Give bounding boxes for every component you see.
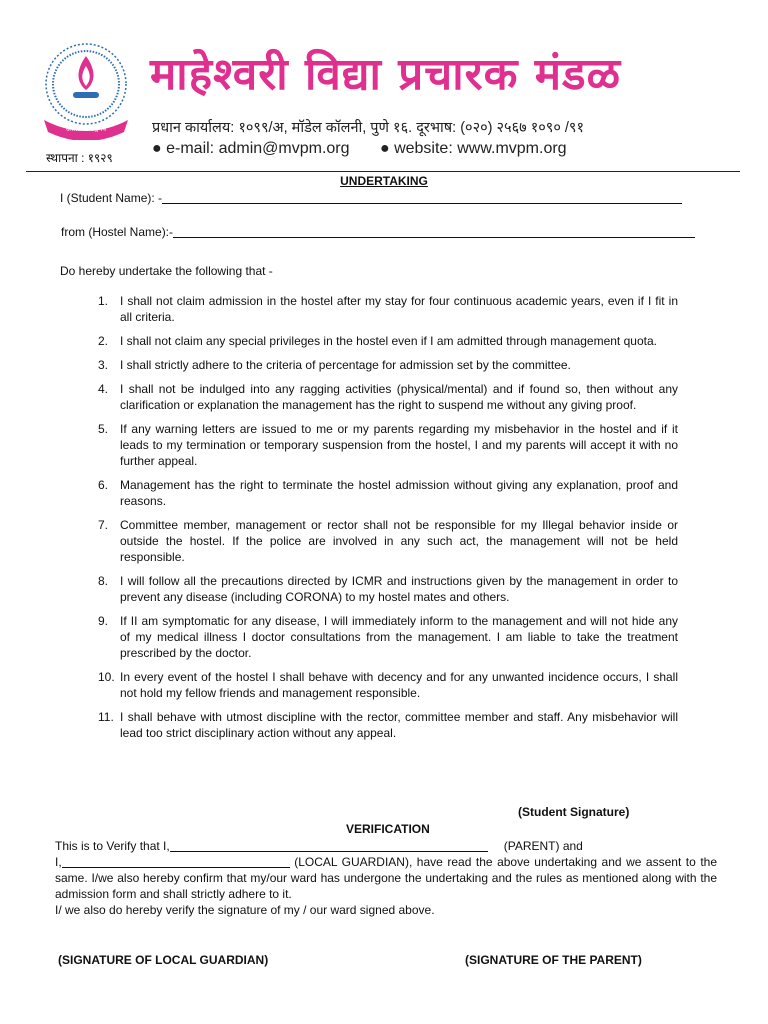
parent-name-blank[interactable] bbox=[170, 851, 488, 852]
guardian-name-blank[interactable] bbox=[62, 867, 290, 868]
item-text: In every event of the hostel I shall behave with decency and for any unwanted incidence occurs, I shall not hold my fellow friends and management responsible. bbox=[120, 670, 678, 700]
verification-line1-end: (PARENT) and bbox=[503, 839, 583, 853]
student-signature-label: (Student Signature) bbox=[518, 805, 630, 819]
student-name-field[interactable] bbox=[60, 191, 682, 205]
logo bbox=[36, 38, 136, 140]
verification-title: VERIFICATION bbox=[346, 822, 430, 836]
list-item bbox=[98, 517, 678, 565]
list-item bbox=[98, 381, 678, 413]
header-divider bbox=[26, 171, 740, 172]
item-text: I shall behave with utmost discipline with the rector, committee member and staff. Any misbehavior will lead too strict disciplinary action without any appeal. bbox=[120, 710, 678, 740]
item-number: 2. bbox=[98, 334, 109, 348]
item-number: 1. bbox=[98, 294, 109, 308]
contact-line bbox=[152, 140, 593, 158]
verification-text bbox=[55, 838, 717, 918]
verification-line-3: I/ we also do hereby verify the signature of my / our ward signed above. bbox=[55, 903, 435, 917]
verification-line2-start: I, bbox=[55, 855, 62, 869]
email-text: e-mail: admin@mvpm.org bbox=[166, 140, 350, 157]
website-contact[interactable]: ● website: www.mvpm.org bbox=[379, 140, 567, 157]
item-text: I will follow all the precautions directed by ICMR and instructions given by the management in order to prevent any disease (including CORONA) to my hostel mates and others. bbox=[120, 574, 678, 604]
item-number: 4. bbox=[98, 382, 109, 396]
parent-signature-label: (SIGNATURE OF THE PARENT) bbox=[465, 953, 642, 967]
email-contact[interactable]: ● e-mail: admin@mvpm.org bbox=[152, 140, 350, 157]
organization-name: माहेश्वरी विद्या प्रचारक मंडळ bbox=[150, 49, 622, 100]
item-text: If any warning letters are issued to me or my parents regarding my misbehavior in the hostel and if it leads to my termination or temporary suspension from the hostel, I and my parents will accept it with no further appeal. bbox=[120, 422, 678, 468]
intro-text: Do hereby undertake the following that - bbox=[60, 264, 273, 278]
hostel-name-field[interactable] bbox=[61, 225, 695, 239]
office-address: प्रधान कार्यालय: १०९९/अ, मॉडेल कॉलनी, पुणे १६. दूरभाष: (०२०) २५६७ १०९० /९१ bbox=[152, 120, 584, 136]
list-item bbox=[98, 613, 678, 661]
item-text: I shall not be indulged into any ragging activities (physical/mental) and if found so, then without any clarification or explanation the management has the right to suspend me without any giving proof. bbox=[120, 382, 678, 412]
item-text: Management has the right to terminate the hostel admission without giving any explanation, proof and reasons. bbox=[120, 478, 678, 508]
list-item bbox=[98, 709, 678, 741]
document-title: UNDERTAKING bbox=[340, 174, 428, 188]
list-item bbox=[98, 669, 678, 701]
item-text: I shall strictly adhere to the criteria of percentage for admission set by the committee. bbox=[120, 358, 571, 372]
local-guardian-signature-label: (SIGNATURE OF LOCAL GUARDIAN) bbox=[58, 953, 269, 967]
list-item bbox=[98, 421, 678, 469]
item-number: 10. bbox=[98, 670, 115, 684]
item-number: 3. bbox=[98, 358, 109, 372]
item-number: 9. bbox=[98, 614, 109, 628]
undertaking-list bbox=[98, 293, 678, 741]
list-item bbox=[98, 573, 678, 605]
hostel-name-label: from (Hostel Name):- bbox=[61, 225, 174, 239]
verification-line-2 bbox=[55, 854, 717, 902]
item-text: I shall not claim any special privileges in the hostel even if I am admitted through management quota. bbox=[120, 334, 657, 348]
item-number: 8. bbox=[98, 574, 109, 588]
verification-line1-start: This is to Verify that I, bbox=[55, 839, 170, 853]
item-text: If II am symptomatic for any disease, I will immediately inform to the management and will not hide any of my medical illness I doctor consultations from the management. I am liable to take the treatment prescribed by the doctor. bbox=[120, 614, 678, 660]
item-number: 11. bbox=[98, 710, 114, 724]
item-text: I shall not claim admission in the hostel after my stay for four continuous academic years, even if I fit in all criteria. bbox=[120, 294, 678, 324]
list-item bbox=[98, 357, 678, 373]
item-text: Committee member, management or rector shall not be responsible for my Illegal behavior inside or outside the hostel. If the police are involved in any such act, the management will not be held responsible. bbox=[120, 518, 678, 564]
item-number: 6. bbox=[98, 478, 109, 492]
verification-line2-end: (LOCAL GUARDIAN), have read the above undertaking and we assent to the same. I/we also hereby confirm that my/our ward has undergone the undertaking and the rules as mentioned along with the admission form and shall strictly adhere to it. bbox=[55, 855, 718, 901]
lamp-icon bbox=[73, 92, 99, 98]
item-number: 5. bbox=[98, 422, 109, 436]
list-item bbox=[98, 333, 678, 349]
student-name-label: I (Student Name): - bbox=[60, 191, 163, 205]
website-text: website: www.mvpm.org bbox=[394, 140, 567, 157]
logo-motto: असतो मा सद्गमय bbox=[66, 125, 106, 133]
established-year: स्थापना : १९२९ bbox=[46, 151, 113, 165]
list-item bbox=[98, 293, 678, 325]
item-number: 7. bbox=[98, 518, 109, 532]
list-item bbox=[98, 477, 678, 509]
verification-line-1 bbox=[55, 838, 717, 854]
